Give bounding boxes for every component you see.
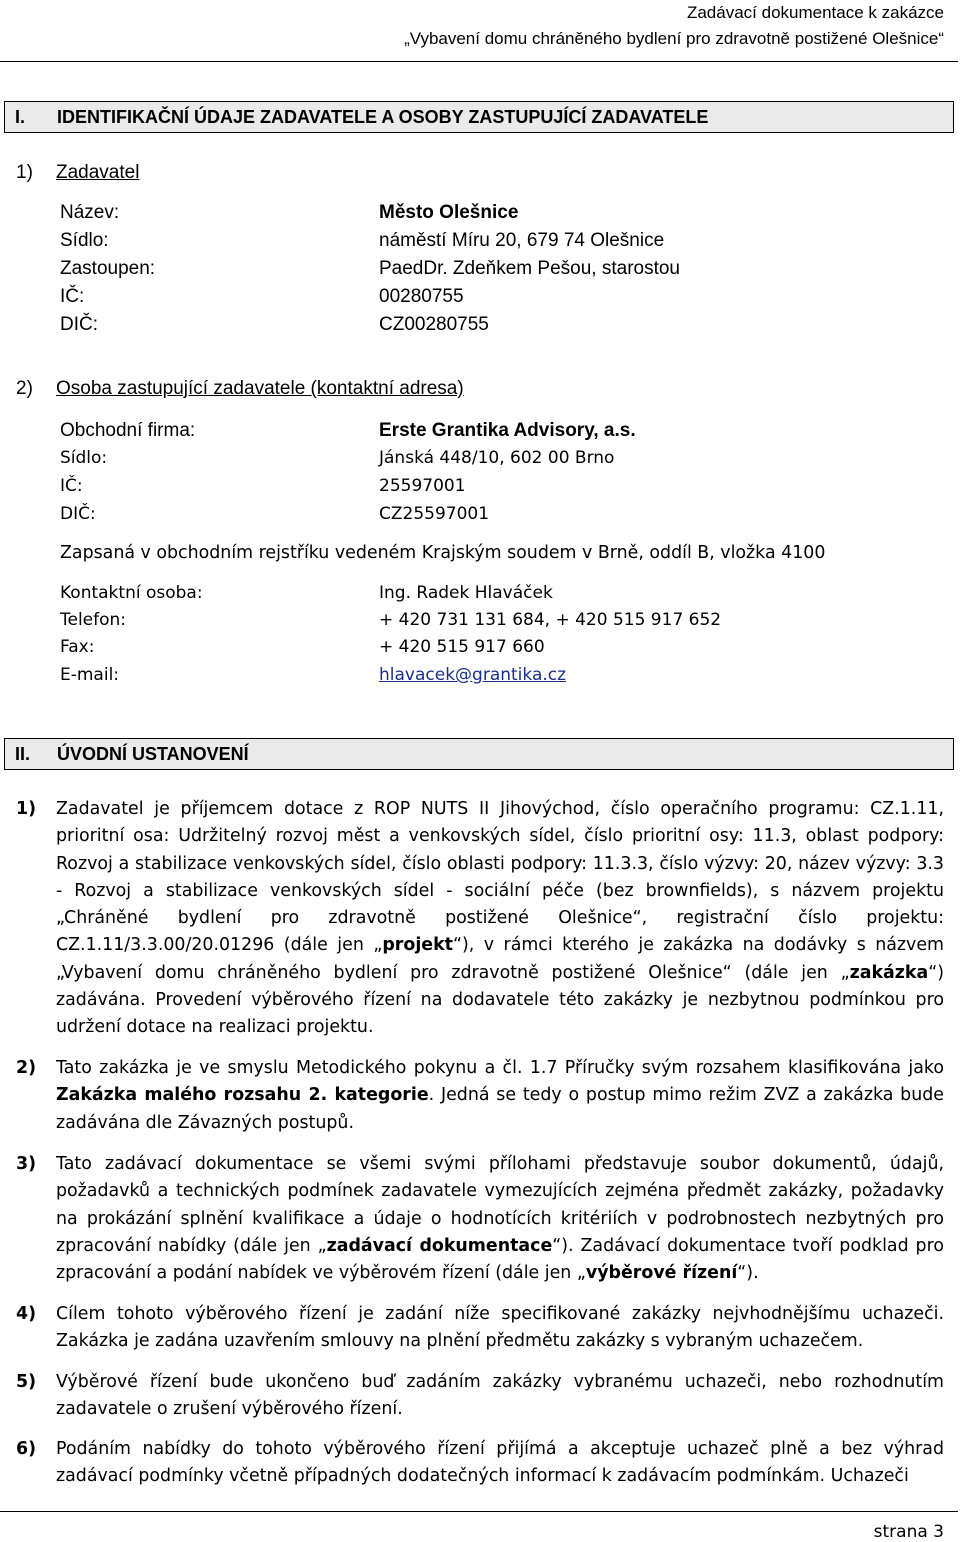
item-number: 4) [16,1304,37,1324]
item-text: Tato zadávací dokumentace se všemi svými přílohami představuje soubor dokumentů, údajů, požadavků a technických podmínek zadavatele vymezujících zejména předmět zakázky, požadavky na prokázání splnění kvalifikace a údaje o hodnotících kritériích v podrobnostech nezbytných pro zpracování nabídky (dále jen „zadávací dokumentace“). Zadávací dokumentace tvoří podklad pro zpracování a podání nabídek ve výběrovém řízení (dále jen „výběrové řízení“). [56,1154,944,1284]
subsection-number: 2) [16,378,33,399]
info-label: IČ: [60,286,85,307]
info-label: DIČ: [60,504,96,524]
email-link[interactable]: hlavacek@grantika.cz [379,665,567,685]
contact-value: Ing. Radek Hlaváček [379,583,553,603]
info-value: Město Olešnice [379,202,519,223]
info-value: Erste Grantika Advisory, a.s. [379,420,636,441]
info-value: PaedDr. Zdeňkem Pešou, starostou [379,258,680,279]
section-2-heading [4,738,954,770]
contact-value: + 420 731 131 684, + 420 515 917 652 [379,610,722,630]
section-1-heading [4,101,954,133]
contact-value: + 420 515 917 660 [379,637,545,657]
info-label: DIČ: [60,314,98,335]
item-number: 2) [16,1058,37,1078]
info-value: CZ25597001 [379,504,490,524]
registration-note: Zapsaná v obchodním rejstříku vedeném Krajským soudem v Brně, oddíl B, vložka 4100 [60,543,826,563]
info-label: IČ: [60,476,83,496]
info-label: Obchodní firma: [60,420,196,441]
subsection-number: 1) [16,162,33,183]
contact-label: E-mail: [60,665,120,685]
info-label: Sídlo: [60,448,108,468]
info-value: CZ00280755 [379,314,489,335]
contact-label: Fax: [60,637,95,657]
item-text: Výběrové řízení bude ukončeno buď zadáním zakázky vybranému uchazeči, nebo rozhodnutím zadavatele o zrušení výběrového řízení. [56,1372,944,1420]
subsection-zadavatel [16,160,139,186]
item-text: Zadavatel je příjemcem dotace z ROP NUTS II Jihovýchod, číslo operačního programu: CZ.1.11, prioritní osa: Udržitelný rozvoj měst a venkovských sídel, číslo prioritní osy: 11.3, oblast podpory: Rozvoj a stabilizace venkovských sídel, číslo oblasti podpory: 11.3.3, číslo výzvy: 20, název výzvy: 3.3 - Rozvoj a stabilizace venkovských sídel - sociální péče (bez brownfields), s názvem projektu „Chráněné bydlení pro zdravotně postižené Olešnice“, registrační číslo projektu: CZ.1.11/3.3.00/20.01296 (dále jen „projekt“), v rámci kterého je zakázka na dodávky s názvem „Vybavení domu chráněného bydlení pro zdravotně postižené Olešnice“ (dále jen „zakázka“) zadávána. Provedení výběrového řízení na dodavatele této zakázky je nezbytnou podmínkou pro udržení dotace na realizaci projektu. [56,799,944,1038]
page-number: strana 3 [873,1522,944,1542]
document-header [404,0,944,52]
item-number: 3) [16,1154,37,1174]
contact-label: Kontaktní osoba: [60,583,203,603]
subsection-title: Zadavatel [56,162,140,183]
info-value: 00280755 [379,286,464,307]
item-text: Cílem tohoto výběrového řízení je zadání níže specifikované zakázky nejvhodnějšímu uchazeči. Zakázka je zadána uzavřením smlouvy na plnění předmětu zakázky s vybraným uchazečem. [56,1304,944,1352]
item-number: 6) [16,1439,37,1459]
subsection-osoba-zastupujici [16,376,464,402]
header-line-2: „Vybavení domu chráněného bydlení pro zdravotně postižené Olešnice“ [404,29,944,48]
footer-rule [0,1511,958,1512]
header-line-1: Zadávací dokumentace k zakázce [686,3,944,22]
info-label: Sídlo: [60,230,109,251]
item-text: Podáním nabídky do tohoto výběrového řízení přijímá a akceptuje uchazeč plně a bez výhrad zadávací podmínky včetně případných dodatečných informací k zadávacím podmínkám. Uchazeči [56,1439,944,1487]
item-text: Tato zakázka je ve smyslu Metodického pokynu a čl. 1.7 Příručky svým rozsahem klasifikována jako Zakázka malého rozsahu 2. kategorie. Jedná se tedy o postup mimo režim ZVZ a zakázka bude zadávána dle Závazných postupů. [56,1058,944,1133]
item-number: 5) [16,1372,37,1392]
header-rule [0,61,958,62]
section-2-number: II. [15,744,31,764]
contact-label: Telefon: [60,610,127,630]
info-value: náměstí Míru 20, 679 74 Olešnice [379,230,665,251]
info-label: Název: [60,202,120,223]
subsection-title: Osoba zastupující zadavatele (kontaktní adresa) [56,378,464,399]
section-2-title: ÚVODNÍ USTANOVENÍ [57,744,249,764]
info-label: Zastoupen: [60,258,156,279]
item-number: 1) [16,799,37,819]
section-1-number: I. [15,107,26,127]
info-value: Jánská 448/10, 602 00 Brno [379,448,615,468]
info-value: 25597001 [379,476,466,496]
section-1-title: IDENTIFIKAČNÍ ÚDAJE ZADAVATELE A OSOBY ZASTUPUJÍCÍ ZADAVATELE [57,107,709,127]
